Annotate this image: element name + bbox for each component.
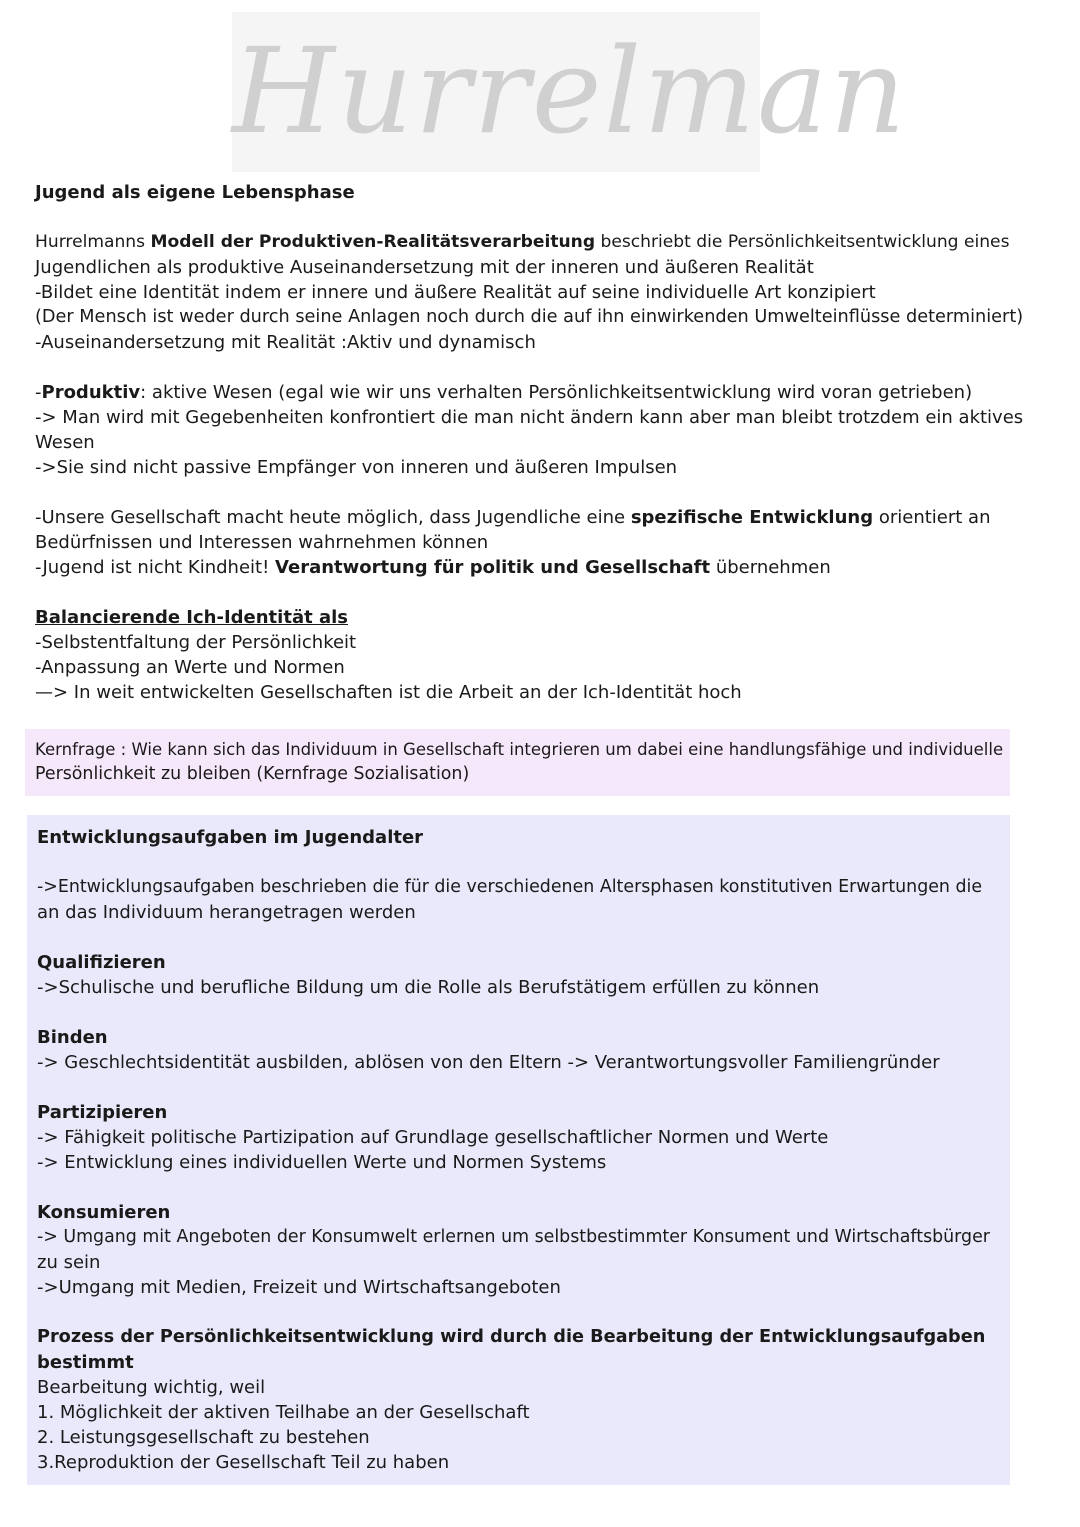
balance-item: -Selbstentfaltung der Persönlichkeit bbox=[35, 632, 357, 653]
aufgaben-intro-1: ->Entwicklungsaufgaben beschrieben die für die verschiedenen Altersphasen konstitutiven Erwartungen die bbox=[37, 877, 983, 897]
subsection-heading: Konsumieren bbox=[37, 1202, 171, 1223]
model-line-2: Jugendlichen als produktive Auseinandersetzung mit der inneren und äußeren Realität bbox=[35, 257, 814, 278]
subsection-heading: Binden bbox=[37, 1027, 108, 1048]
kernfrage-line-2: Persönlichkeit zu bleiben (Kernfrage Sozialisation) bbox=[35, 764, 470, 784]
subsection-line: -> Umgang mit Angeboten der Konsumwelt erlernen um selbstbestimmter Konsument und Wirtschaftsbürger bbox=[37, 1227, 990, 1247]
balance-item: -Anpassung an Werte und Normen bbox=[35, 657, 345, 678]
title-banner bbox=[232, 12, 908, 172]
aufgaben-intro-2: an das Individuum herangetragen werden bbox=[37, 902, 416, 923]
subsection-line: -> Geschlechtsidentität ausbilden, ablösen von den Eltern -> Verantwortungsvoller Familiengründer bbox=[37, 1052, 940, 1073]
produktiv-line-1: -Produktiv: aktive Wesen (egal wie wir uns verhalten Persönlichkeitsentwicklung wird voran getrieben) bbox=[35, 382, 973, 403]
kernfrage-line-1: Kernfrage : Wie kann sich das Individuum in Gesellschaft integrieren um dabei eine handlungsfähige und individuelle bbox=[35, 740, 1004, 759]
section-heading: Jugend als eigene Lebensphase bbox=[35, 182, 355, 203]
prozess-intro: Bearbeitung wichtig, weil bbox=[37, 1377, 266, 1398]
aufgaben-heading: Entwicklungsaufgaben im Jugendalter bbox=[37, 827, 424, 848]
model-line-5: -Auseinandersetzung mit Realität :Aktiv und dynamisch bbox=[35, 332, 536, 353]
page-title: Hurrelman bbox=[232, 22, 908, 160]
gesellschaft-line-3: -Jugend ist nicht Kindheit! Verantwortung für politik und Gesellschaft übernehmen bbox=[35, 557, 831, 578]
subsection-line: -> Entwicklung eines individuellen Werte und Normen Systems bbox=[37, 1152, 607, 1173]
balance-item: —> In weit entwickelten Gesellschaften ist die Arbeit an der Ich-Identität hoch bbox=[35, 682, 742, 703]
prozess-heading-1: Prozess der Persönlichkeitsentwicklung wird durch die Bearbeitung der Entwicklungsaufgaben bbox=[37, 1327, 986, 1347]
prozess-heading-2: bestimmt bbox=[37, 1352, 134, 1373]
produktiv-line-4: ->Sie sind nicht passive Empfänger von inneren und äußeren Impulsen bbox=[35, 457, 678, 478]
balance-heading: Balancierende Ich-Identität als bbox=[35, 607, 348, 628]
prozess-item: 2. Leistungsgesellschaft zu bestehen bbox=[37, 1427, 370, 1448]
subsection-line: -> Fähigkeit politische Partizipation auf Grundlage gesellschaftlicher Normen und Werte bbox=[37, 1127, 829, 1148]
subsection-line: ->Umgang mit Medien, Freizeit und Wirtschaftsangeboten bbox=[37, 1277, 561, 1298]
gesellschaft-line-1: -Unsere Gesellschaft macht heute möglich, dass Jugendliche eine spezifische Entwicklung orientiert an bbox=[35, 507, 991, 528]
notes-body bbox=[35, 180, 1025, 705]
produktiv-line-2: -> Man wird mit Gegebenheiten konfrontiert die man nicht ändern kann aber man bleibt trotzdem ein aktives bbox=[35, 407, 1024, 428]
subsection-line: ->Schulische und berufliche Bildung um die Rolle als Berufstätigem erfüllen zu können bbox=[37, 977, 820, 998]
prozess-item: 1. Möglichkeit der aktiven Teilhabe an der Gesellschaft bbox=[37, 1402, 530, 1423]
model-line-4: (Der Mensch ist weder durch seine Anlagen noch durch die auf ihn einwirkenden Umwelteinflüsse determiniert) bbox=[35, 307, 1024, 327]
subsection-line: zu sein bbox=[37, 1252, 101, 1273]
prozess-item: 3.Reproduktion der Gesellschaft Teil zu haben bbox=[37, 1452, 450, 1473]
entwicklungsaufgaben-box bbox=[27, 815, 1010, 1485]
subsection-heading: Partizipieren bbox=[37, 1102, 168, 1123]
produktiv-line-3: Wesen bbox=[35, 432, 95, 453]
model-line-1: Hurrelmanns Modell der Produktiven-Realitätsverarbeitung beschriebt die Persönlichkeitsentwicklung eines bbox=[35, 232, 1010, 252]
kernfrage-box bbox=[25, 729, 1010, 796]
model-line-3: -Bildet eine Identität indem er innere und äußere Realität auf seine individuelle Art konzipiert bbox=[35, 282, 876, 303]
subsection-heading: Qualifizieren bbox=[37, 952, 166, 973]
gesellschaft-line-2: Bedürfnissen und Interessen wahrnehmen können bbox=[35, 532, 489, 553]
